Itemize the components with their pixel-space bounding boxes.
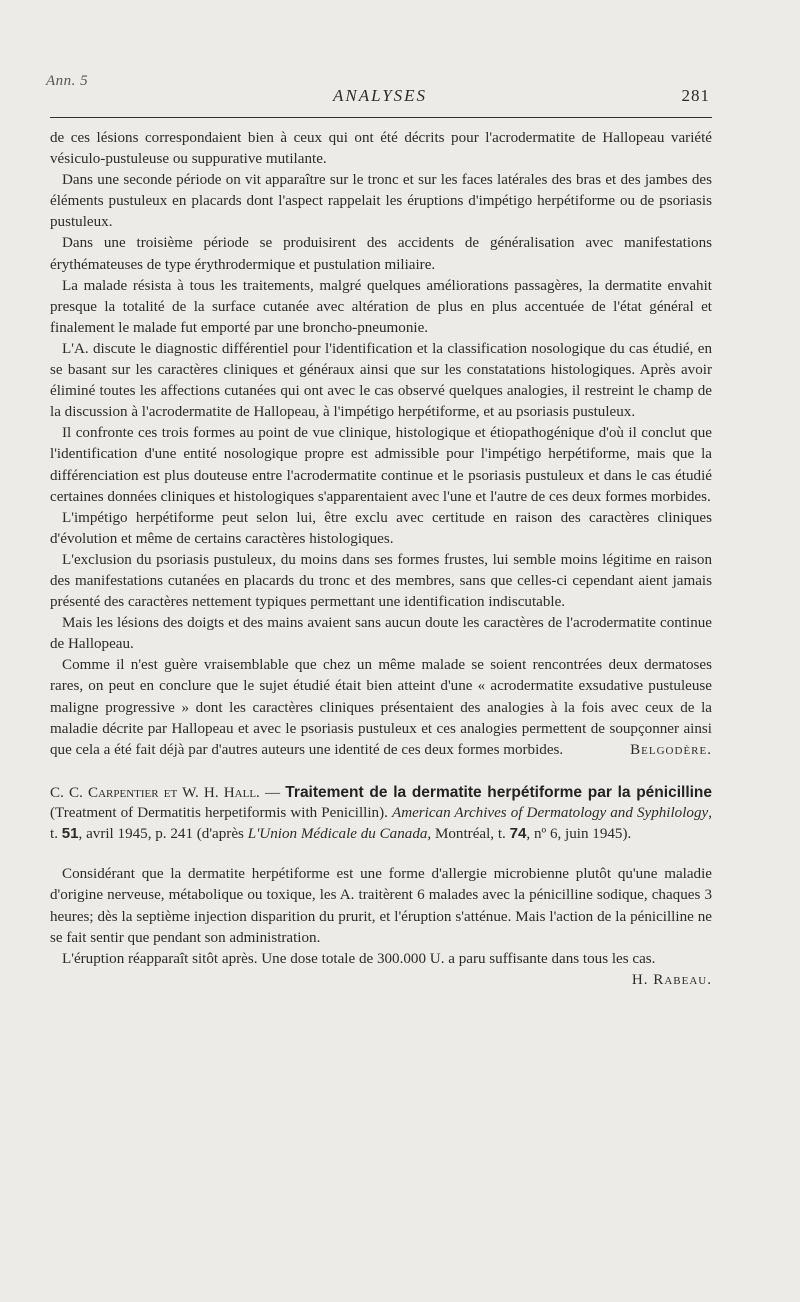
paragraph: Dans une seconde période on vit apparaître sur le tronc et sur les faces latérales des bras et des jambes des éléments pustuleux en placards dont l'aspect rappelait les éruptions d'impétigo herpétiforme ou de psoriasis pustuleux. (50, 172, 712, 231)
paragraph-with-signature (50, 949, 712, 988)
paragraph: Mais les lésions des doigts et des mains avaient sans aucun doute les caractères de l'acrodermatite continue de Hallopeau. (50, 615, 712, 653)
paragraph: L'A. discute le diagnostic différentiel pour l'identification et la classification nosologique du cas étudié, en se basant sur les caractères cliniques et généraux ainsi que sur les constatations histologiques. Après avoir éliminé toutes les affections cutanées qui ont avec le cas observé quelques analogies, il restreint le champ de la discussion à l'acrodermatite de Hallopeau, à l'impétigo herpétiforme, et au psoriasis pustuleux. (50, 340, 712, 421)
date-pages: , avril 1945, p. 241 (d'après (78, 825, 248, 842)
page-number: 281 (681, 86, 710, 105)
paragraph: Il confronte ces trois formes au point de vue clinique, histologique et étiopathogénique d'où il conclut que l'identification d'une entité nosologique propre est admissible pour l'impétigo herpétiforme, mais que la différenciation est plus douteuse entre l'acrodermatite continue et le psoriasis pustuleux et dans le cas étudié certaines données cliniques et histologiques s'apparentaient avec l'une et l'autre de ces deux formes morbides. (50, 425, 712, 505)
paragraph: de ces lésions correspondaient bien à ceux qui ont été décrits pour l'acrodermatite de Hallopeau variété vésiculo-pustuleuse ou suppurative mutilante. (50, 130, 712, 168)
paragraph-with-signature (50, 655, 712, 760)
margin-note: Ann. 5 (46, 73, 89, 89)
header-title: ANALYSES (332, 86, 428, 105)
dash: — (259, 784, 286, 801)
paragraph: L'impétigo herpétiforme peut selon lui, être exclu avec certitude en raison des caractères cliniques d'évolution et même de certains caractères histologiques. (50, 509, 712, 547)
paragraph: L'exclusion du psoriasis pustuleux, du moins dans ses formes frustes, lui semble moins légitime en raison des manifestations cutanées en placards du tronc et des membres, sans que celles-ci cependant aient jamais présenté des caractères nettement typiques permettant une identification indiscutable. (50, 551, 712, 611)
paragraph: La malade résista à tous les traitements, malgré quelques améliorations passagères, la dermatite envahit presque la totalité de la surface cutanée avec altération de plus en plus accentuée de l'état général et finalement le malade fut emporté par une broncho-pneumonie. (50, 277, 712, 336)
paragraph-text: L'éruption réapparaît sitôt après. Une dose totale de 300.000 U. a paru suffisante dans tous les cas. (62, 950, 656, 967)
vol-prefix: , t. (50, 805, 712, 842)
spacer (50, 844, 712, 864)
article-title: Traitement de la dermatite herpétiforme par la pénicilline (285, 783, 713, 801)
page-body (50, 128, 712, 991)
article-reference (50, 783, 712, 845)
journal: American Archives of Dermatology and Syphilology (391, 805, 709, 822)
signature: Belgodère. (630, 741, 712, 758)
paragraph-text: Comme il n'est guère vraisemblable que chez un même malade se soient rencontrées deux dermatoses rares, on peut en conclure que le sujet étudié était bien atteint d'une « acrodermatite exsudative pustuleuse maligne progressive » dont les caractères cliniques présentaient des analogies à la fois avec ceux de la maladie décrite par Hallopeau et avec le psoriasis pustuleux et ces analogies permettent de soupçonner ainsi que cela a été fait déjà par d'autres auteurs une identité de ces deux formes morbides. (50, 657, 712, 758)
source-issue: , nº 6, juin 1945). (526, 825, 632, 842)
source: L'Union Médicale du Canada (247, 825, 428, 842)
header-rule (50, 117, 712, 118)
volume: 51 (61, 824, 79, 842)
translation: (Treatment of Dermatitis herpetiformis with Penicillin). (50, 805, 392, 822)
paragraph: Dans une troisième période se produisirent des accidents de généralisation avec manifestations érythémateuses de type érythrodermique et pustulation miliaire. (50, 235, 712, 273)
source-volume: 74 (509, 824, 527, 842)
authors: C. C. Carpentier et W. H. Hall. (50, 784, 260, 801)
source-place: , Montréal, t. (427, 825, 510, 842)
paragraph: Considérant que la dermatite herpétiforme est une forme d'allergie microbienne plutôt qu'une maladie d'origine nerveuse, métabolique ou toxique, les A. traitèrent 6 malades avec la pénicilline sodique, chaques 3 heures; dès la septième injection disparition du prurit, et l'éruption s'atténue. Mais l'action de la pénicilline ne se fait sentir que pendant son administration. (50, 866, 712, 946)
signature: H. Rabeau. (631, 971, 712, 988)
running-header (50, 86, 710, 112)
article-separator (50, 761, 712, 783)
